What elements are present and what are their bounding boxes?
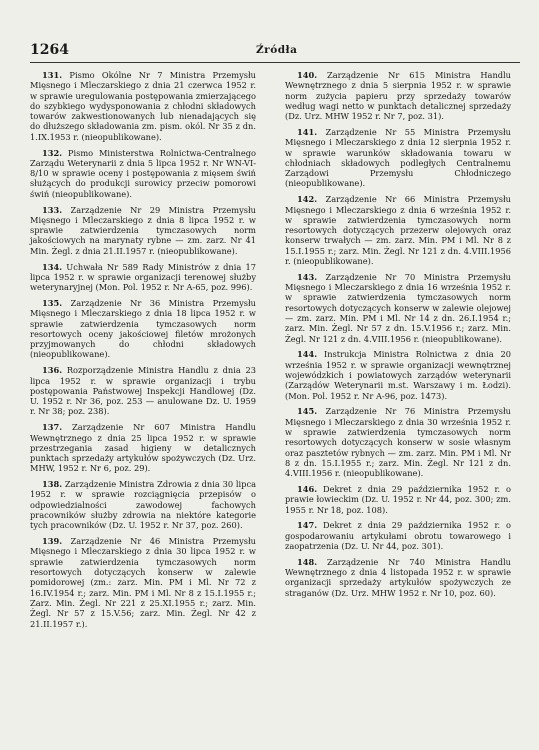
source-entry: [30, 298, 256, 360]
source-entry: [285, 484, 511, 515]
entry-text: Zarządzenie Ministra Zdrowia z dnia 30 lipca 1952 r. w sprawie rozciągnięcia przepisów o odpowiedzialności zawodowej fachowych pracowników służby zdrowia na niektóre kategorie tych pracowników (Dz. U. 1952 r. Nr 37, poz. 260).: [30, 479, 256, 531]
entry-text: Pismo Ministerstwa Rolnictwa-Centralnego Zarządu Weterynarii z dnia 5 lipca 1952 r. Nr WN-VI-8/10 w sprawie oceny i postępowania z mięsem świń służących do produkcji surowicy przeciw pomorowi świń (nieopublikowane).: [30, 147, 256, 199]
source-entry: [30, 536, 256, 629]
entry-number: 133.: [42, 204, 63, 215]
source-entry: [30, 70, 256, 142]
entry-number: 143.: [297, 271, 318, 282]
entry-number: 145.: [297, 406, 318, 417]
source-entry: [285, 557, 511, 598]
source-entry: [30, 479, 256, 530]
page-number: 1264: [30, 42, 69, 58]
entry-text: Zarządzenie Nr 46 Ministra Przemysłu Mięsnego i Mleczarskiego z dnia 30 lipca 1952 r. w sprawie zatwierdzenia tymczasowych norm resortowych dotyczących konserw w zalewie pomidorowej (zm.: zarz. Min. PM i Ml. Nr 72 z 16.IV.1954 r.; zarz. Min. PM i Ml. Nr 8 z 15.I.1955 r.; Zarz. Min. Żegl. Nr 221 z 25.XI.1955 r.; zarz. Min. Żegl. Nr 57 z 15.V.56; zarz. Min. Żegl. Nr 42 z 21.II.1957 r.).: [30, 536, 256, 629]
right-column: [285, 70, 511, 603]
entry-text: Zarządzenie Nr 66 Ministra Przemysłu Mięsnego i Mleczarskiego z dnia 6 września 1952 r. w sprawie zatwierdzenia tymczasowych norm resortowych dotyczących przezerw olejowych oraz konserw trwałych — zm. zarz. Min. PM i Ml. Nr 8 z 15.I.1955 r.; zarz. Min. Żegl. Nr 121 z dn. 4.VIII.1956 r. (nieopublikowane).: [285, 194, 511, 267]
source-entry: [30, 422, 256, 473]
entry-text: Zarządzenie Nr 36 Ministra Przemysłu Mięsnego i Mleczarskiego z dnia 18 lipca 1952 r. w sprawie zatwierdzenia tymczasowych norm resortowych oceny jakościowej filetów mrożonych przyjmowanych do chłodni składowych (nieopublikowane).: [30, 297, 256, 360]
entry-number: 142.: [297, 194, 318, 205]
entry-text: Zarządzenie Nr 70 Ministra Przemysłu Mięsnego i Mleczarskiego z dnia 16 września 1952 r. w sprawie zatwierdzenia tymczasowych norm resortowych dotyczących konserw w zalewie olejowej — zm. zarz. Min. PM i Ml. Nr 14 z dn. 26.I.1954 r.; zarz. Min. Żegl. Nr 57 z dn. 15.V.1956 r.; zarz. Min. Żegl. Nr 121 z dn. 4.VIII.1956 r. (nieopublikowane).: [285, 271, 511, 344]
entry-number: 144.: [297, 349, 318, 360]
entry-number: 146.: [297, 483, 318, 494]
entry-text: Zarządzenie Nr 615 Ministra Handlu Wewnętrznego z dnia 5 sierpnia 1952 r. w sprawie norm zużycia papieru przy sprzedaży towarów według wagi netto w punktach detalicznej sprzedaży (Dz. Urz. MHW 1952 r. Nr 7, poz. 31).: [285, 70, 511, 122]
entry-text: Uchwała Nr 589 Rady Ministrów z dnia 17 lipca 1952 r. w sprawie organizacji terenowej służby weterynaryjnej (Mon. Pol. 1952 r. Nr A-65, poz. 996).: [30, 261, 256, 293]
entry-number: 138.: [42, 479, 63, 490]
entry-number: 141.: [297, 126, 318, 137]
source-entry: [285, 127, 511, 189]
entry-number: 135.: [42, 297, 63, 308]
entry-number: 131.: [42, 70, 63, 80]
entry-number: 147.: [297, 520, 318, 531]
source-entry: [30, 148, 256, 199]
entry-number: 136.: [42, 365, 63, 376]
entry-text: Zarządzenie Nr 29 Ministra Przemysłu Mięsnego i Mleczarskiego z dnia 8 lipca 1952 r. w sprawie zatwierdzenia tymczasowych norm jakościowych na marynaty rybne — zm. zarz. Nr 41 Min. Żegl. z dnia 21.II.1957 r. (nieopublikowane).: [30, 204, 256, 256]
header-rule: [30, 62, 520, 63]
entry-text: Dekret z dnia 29 października 1952 r. o prawie łowieckim (Dz. U. 1952 r. Nr 44, poz. 300; zm. 1955 r. Nr 18, poz. 108).: [285, 483, 511, 515]
source-entry: [285, 194, 511, 266]
entry-text: Zarządzenie Nr 76 Ministra Przemysłu Mięsnego i Mleczarskiego z dnia 30 września 1952 r. w sprawie zatwierdzenia tymczasowych norm resortowych dotyczących konserw w sosie własnym oraz pasztetów rybnych — zm. zarz. Min. PM i Ml. Nr 8 z dn. 15.I.1955 r.; zarz. Min. Żegl. Nr 121 z dn. 4.VIII.1956 r. (nieopublikowane).: [285, 406, 511, 479]
source-entry: [285, 272, 511, 344]
entry-text: Zarządzenie Nr 740 Ministra Handlu Wewnętrznego z dnia 4 listopada 1952 r. w sprawie organizacji sprzedaży artykułów spożywczych ze straganów (Dz. Urz. MHW 1952 r. Nr 10, poz. 60).: [285, 556, 511, 598]
entry-number: 132.: [42, 147, 63, 158]
entry-text: Pismo Okólne Nr 7 Ministra Przemysłu Mięsnego i Mleczarskiego z dnia 21 czerwca 1952 r. w sprawie uregulowania postępowania zmierzającego do szybkiego wydysponowania z chłodni składowych towarów zakwestionowanych lub nienadających się do dłuższego składowania zm. pism. okól. Nr 35 z dn. 1.IX.1953 r. (nieopublikowane).: [30, 70, 256, 142]
entry-text: Dekret z dnia 29 października 1952 r. o gospodarowaniu artykułami obrotu towarowego i zaopatrzenia (Dz. U. Nr 44, poz. 301).: [285, 520, 511, 551]
entry-number: 134.: [42, 261, 63, 272]
left-column: [30, 70, 256, 634]
source-entry: [30, 365, 256, 416]
entry-number: 140.: [297, 70, 318, 80]
source-entry: [30, 205, 256, 256]
entry-number: 148.: [297, 556, 318, 567]
entry-text: Zarządzenie Nr 55 Ministra Przemysłu Mięsnego i Mleczarskiego z dnia 12 sierpnia 1952 r. w sprawie warunków składowania towaru w chłodniach składowych podległych Centralnemu Zarządowi Przemysłu Chłodniczego (nieopublikowane).: [285, 126, 511, 189]
page-header: [30, 42, 520, 60]
source-entry: [285, 406, 511, 478]
entry-text: Instrukcja Ministra Rolnictwa z dnia 20 września 1952 r. w sprawie organizacji wewnętrznej wojewódzkich i powiatowych zarządów weterynarii (Zarządów Weterynarii m.st. Warszawy i m. Łodzi). (Mon. Pol. 1952 r. Nr A-96, poz. 1473).: [285, 349, 511, 401]
entry-text: Rozporządzenie Ministra Handlu z dnia 23 lipca 1952 r. w sprawie organizacji i trybu postępowania Państwowej Inspekcji Handlowej (Dz. U. 1952 r. Nr 36, poz. 253 — anulowane Dz. U. 1959 r. Nr 38; poz. 238).: [30, 365, 256, 417]
source-entry: [285, 70, 511, 121]
source-entry: [30, 262, 256, 293]
running-title: Źródła: [256, 44, 298, 56]
entry-text: Zarządzenie Nr 607 Ministra Handlu Wewnętrznego z dnia 25 lipca 1952 r. w sprawie przestrzegania zasad higieny w detalicznych punktach sprzedaży artykułów spożywczych (Dz. Urz. MHW, 1952 r. Nr 6, poz. 29).: [30, 422, 256, 474]
entry-number: 137.: [42, 422, 63, 433]
source-entry: [285, 520, 511, 551]
entry-number: 139.: [42, 536, 63, 547]
source-entry: [285, 349, 511, 400]
